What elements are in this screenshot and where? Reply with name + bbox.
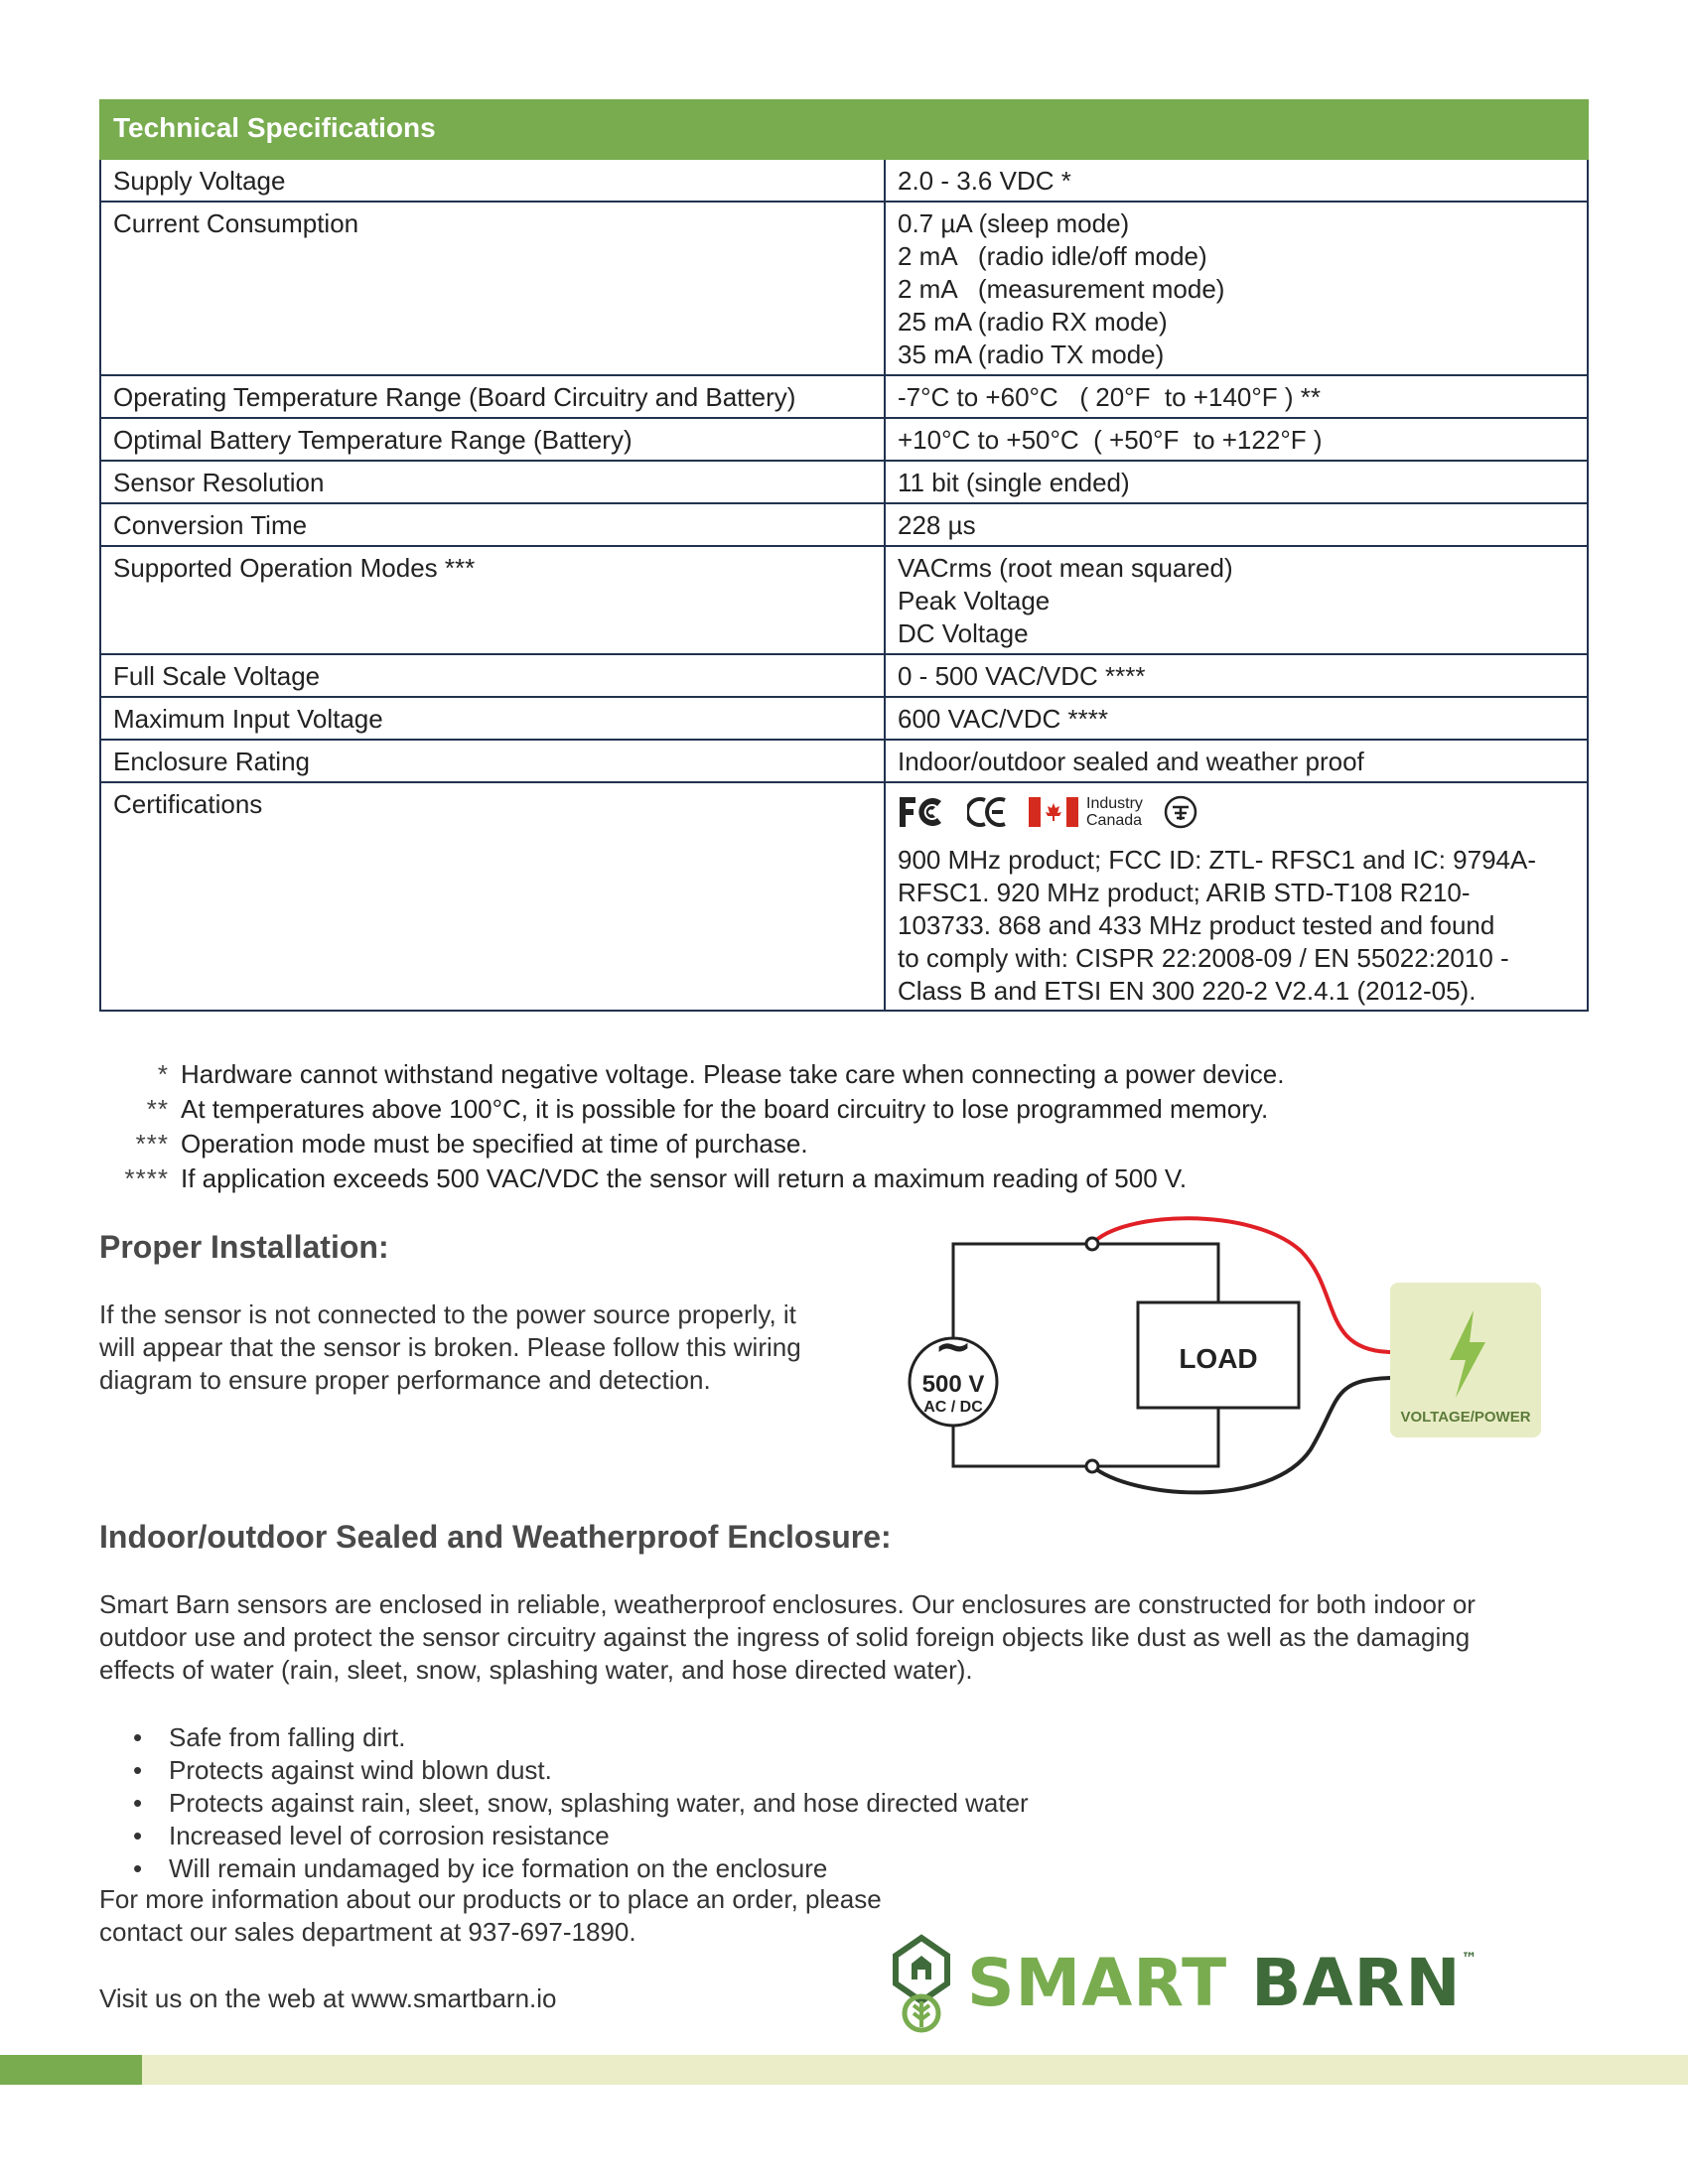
contact-paragraph (99, 1883, 882, 1949)
spec-value (885, 740, 1588, 782)
footnote-text: If application exceeds 500 VAC/VDC the sensor will return a maximum reading of 500 V. (181, 1163, 1188, 1193)
wiring-diagram (874, 1211, 1549, 1509)
spec-value (885, 782, 1588, 1011)
industry-canada-line: Industry (1086, 795, 1143, 812)
footer-band (142, 2055, 1688, 2085)
industry-canada-text (1086, 795, 1143, 829)
load-label: LOAD (1179, 1343, 1258, 1374)
list-item: • Will remain undamaged by ice formation on the enclosure (99, 1852, 1029, 1885)
footer-accent-bar (0, 2055, 142, 2085)
spec-label: Conversion Time (100, 503, 885, 546)
spec-value-line: DC Voltage (898, 618, 1029, 648)
spec-row-maximum-input-voltage (100, 697, 1588, 740)
spec-row-enclosure-rating (100, 740, 1588, 782)
spec-value-line: 25 mA (radio RX mode) (898, 307, 1168, 337)
enclosure-line: outdoor use and protect the sensor circuitry against the ingress of solid foreign objects like dust as well as the damaging (99, 1622, 1471, 1652)
spec-value-line: 35 mA (radio TX mode) (898, 340, 1165, 369)
footnote-mark: * (157, 1059, 169, 1089)
spec-value-line: 600 VAC/VDC **** (898, 704, 1108, 734)
website-link[interactable]: Visit us on the web at www.smartbarn.io (99, 1983, 557, 2013)
certification-text-line: to comply with: CISPR 22:2008-09 / EN 55022:2010 - (898, 943, 1509, 973)
enclosure-line: Smart Barn sensors are enclosed in reliable, weatherproof enclosures. Our enclosures are constructed for both indoor or (99, 1589, 1476, 1619)
terminal-top (1086, 1238, 1098, 1250)
industry-canada-mark (1029, 795, 1143, 829)
sensor-label: VOLTAGE/POWER (1400, 1409, 1531, 1426)
circuit-wire-bottom (953, 1402, 1218, 1466)
spec-value (885, 202, 1588, 375)
spec-value (885, 503, 1588, 546)
spec-value-line: Peak Voltage (898, 586, 1051, 615)
footnote-mark: **** (124, 1163, 169, 1193)
footnote-mark: *** (135, 1129, 169, 1159)
contact-line: contact our sales department at 937-697-1890. (99, 1917, 636, 1947)
spec-row-operation-modes (100, 546, 1588, 654)
certification-text-line: 103733. 868 and 433 MHz product tested and found (898, 910, 1495, 940)
spec-label: Certifications (100, 782, 885, 1011)
fcc-logo-icon (898, 795, 947, 829)
certification-logos (898, 790, 1575, 834)
enclosure-paragraph (99, 1588, 1476, 1687)
spec-row-certifications (100, 782, 1588, 1011)
spec-value-line: 2 mA (radio idle/off mode) (898, 241, 1207, 271)
spec-value-line: VACrms (root mean squared) (898, 553, 1233, 583)
spec-value (885, 418, 1588, 461)
spec-value (885, 654, 1588, 697)
installation-line: will appear that the sensor is broken. Please follow this wiring (99, 1332, 801, 1362)
installation-line: If the sensor is not connected to the power source properly, it (99, 1299, 796, 1329)
spec-value-line: 11 bit (single ended) (898, 468, 1130, 497)
installation-line: diagram to ensure proper performance and detection. (99, 1365, 711, 1395)
spec-row-sensor-resolution (100, 461, 1588, 503)
trademark-symbol: ™ (1461, 1949, 1478, 1968)
list-item: • Increased level of corrosion resistance (99, 1820, 1029, 1852)
certification-text-line: RFSC1. 920 MHz product; ARIB STD-T108 R210- (898, 878, 1471, 907)
spec-label: Enclosure Rating (100, 740, 885, 782)
spec-value-line: 2 mA (measurement mode) (898, 274, 1225, 304)
spec-value-line: +10°C to +50°C ( +50°F to +122°F ) (898, 425, 1323, 455)
logo-wordmark (967, 1945, 1478, 2021)
spec-value (885, 546, 1588, 654)
source-voltage-label: 500 V (921, 1371, 985, 1398)
list-item: • Protects against rain, sleet, snow, splashing water, and hose directed water (99, 1787, 1029, 1820)
spec-label: Supply Voltage (100, 159, 885, 202)
spec-label: Maximum Input Voltage (100, 697, 885, 740)
installation-heading: Proper Installation: (99, 1229, 389, 1265)
enclosure-heading: Indoor/outdoor Sealed and Weatherproof Enclosure: (99, 1519, 892, 1555)
spec-value-line: 0.7 µA (sleep mode) (898, 208, 1130, 238)
list-item: • Protects against wind blown dust. (99, 1754, 1029, 1787)
spec-value-line: -7°C to +60°C ( 20°F to +140°F ) ** (898, 382, 1321, 412)
logo-word-barn: BARN (1251, 1945, 1462, 2021)
enclosure-line: effects of water (rain, sleet, snow, splashing water, and hose directed water). (99, 1655, 973, 1685)
spec-value-line: 2.0 - 3.6 VDC * (898, 166, 1071, 196)
source-type-label: AC / DC (923, 1399, 983, 1416)
spec-value-line: 228 µs (898, 510, 976, 540)
industry-canada-line: Canada (1086, 812, 1143, 829)
spec-label: Current Consumption (100, 202, 885, 375)
table-title: Technical Specifications (100, 100, 1588, 159)
technical-specifications-table (99, 99, 1589, 1012)
footnote-mark: ** (146, 1094, 169, 1124)
spec-value (885, 697, 1588, 740)
spec-value (885, 159, 1588, 202)
spec-label: Supported Operation Modes *** (100, 546, 885, 654)
enclosure-bullet-list (99, 1721, 1029, 1885)
spec-row-supply-voltage (100, 159, 1588, 202)
spec-value (885, 461, 1588, 503)
certification-text-line: 900 MHz product; FCC ID: ZTL- RFSC1 and IC: 9794A- (898, 845, 1536, 875)
spec-value-line: Indoor/outdoor sealed and weather proof (898, 747, 1364, 776)
list-item: • Safe from falling dirt. (99, 1721, 1029, 1754)
certification-text-line: Class B and ETSI EN 300 220-2 V2.4.1 (2012-05). (898, 976, 1477, 1006)
spec-label: Full Scale Voltage (100, 654, 885, 697)
footnote-text: Operation mode must be specified at time of purchase. (181, 1129, 808, 1159)
ce-mark-icon (967, 796, 1009, 828)
footnote-text: Hardware cannot withstand negative voltage. Please take care when connecting a power device. (181, 1059, 1285, 1089)
spec-label: Operating Temperature Range (Board Circuitry and Battery) (100, 375, 885, 418)
footnote-text: At temperatures above 100°C, it is possible for the board circuitry to lose programmed memory. (181, 1094, 1269, 1124)
spec-row-conversion-time (100, 503, 1588, 546)
spec-value (885, 375, 1588, 418)
spec-row-current-consumption (100, 202, 1588, 375)
telec-mark-icon (1163, 794, 1198, 830)
spec-row-operating-temperature (100, 375, 1588, 418)
installation-paragraph (99, 1298, 801, 1397)
spec-label: Optimal Battery Temperature Range (Battery) (100, 418, 885, 461)
barn-emblem-icon (892, 1934, 951, 2033)
spec-row-battery-temperature (100, 418, 1588, 461)
spec-value-line: 0 - 500 VAC/VDC **** (898, 661, 1146, 691)
logo-word-smart: SMART (967, 1945, 1228, 2021)
spec-row-full-scale-voltage (100, 654, 1588, 697)
terminal-bottom (1086, 1460, 1098, 1472)
canada-flag-icon (1029, 797, 1078, 827)
spec-label: Sensor Resolution (100, 461, 885, 503)
source-tilde: ~ (933, 1319, 973, 1373)
table-header-row (100, 100, 1588, 159)
contact-line: For more information about our products or to place an order, please (99, 1884, 882, 1914)
smart-barn-logo (892, 1934, 1478, 2033)
